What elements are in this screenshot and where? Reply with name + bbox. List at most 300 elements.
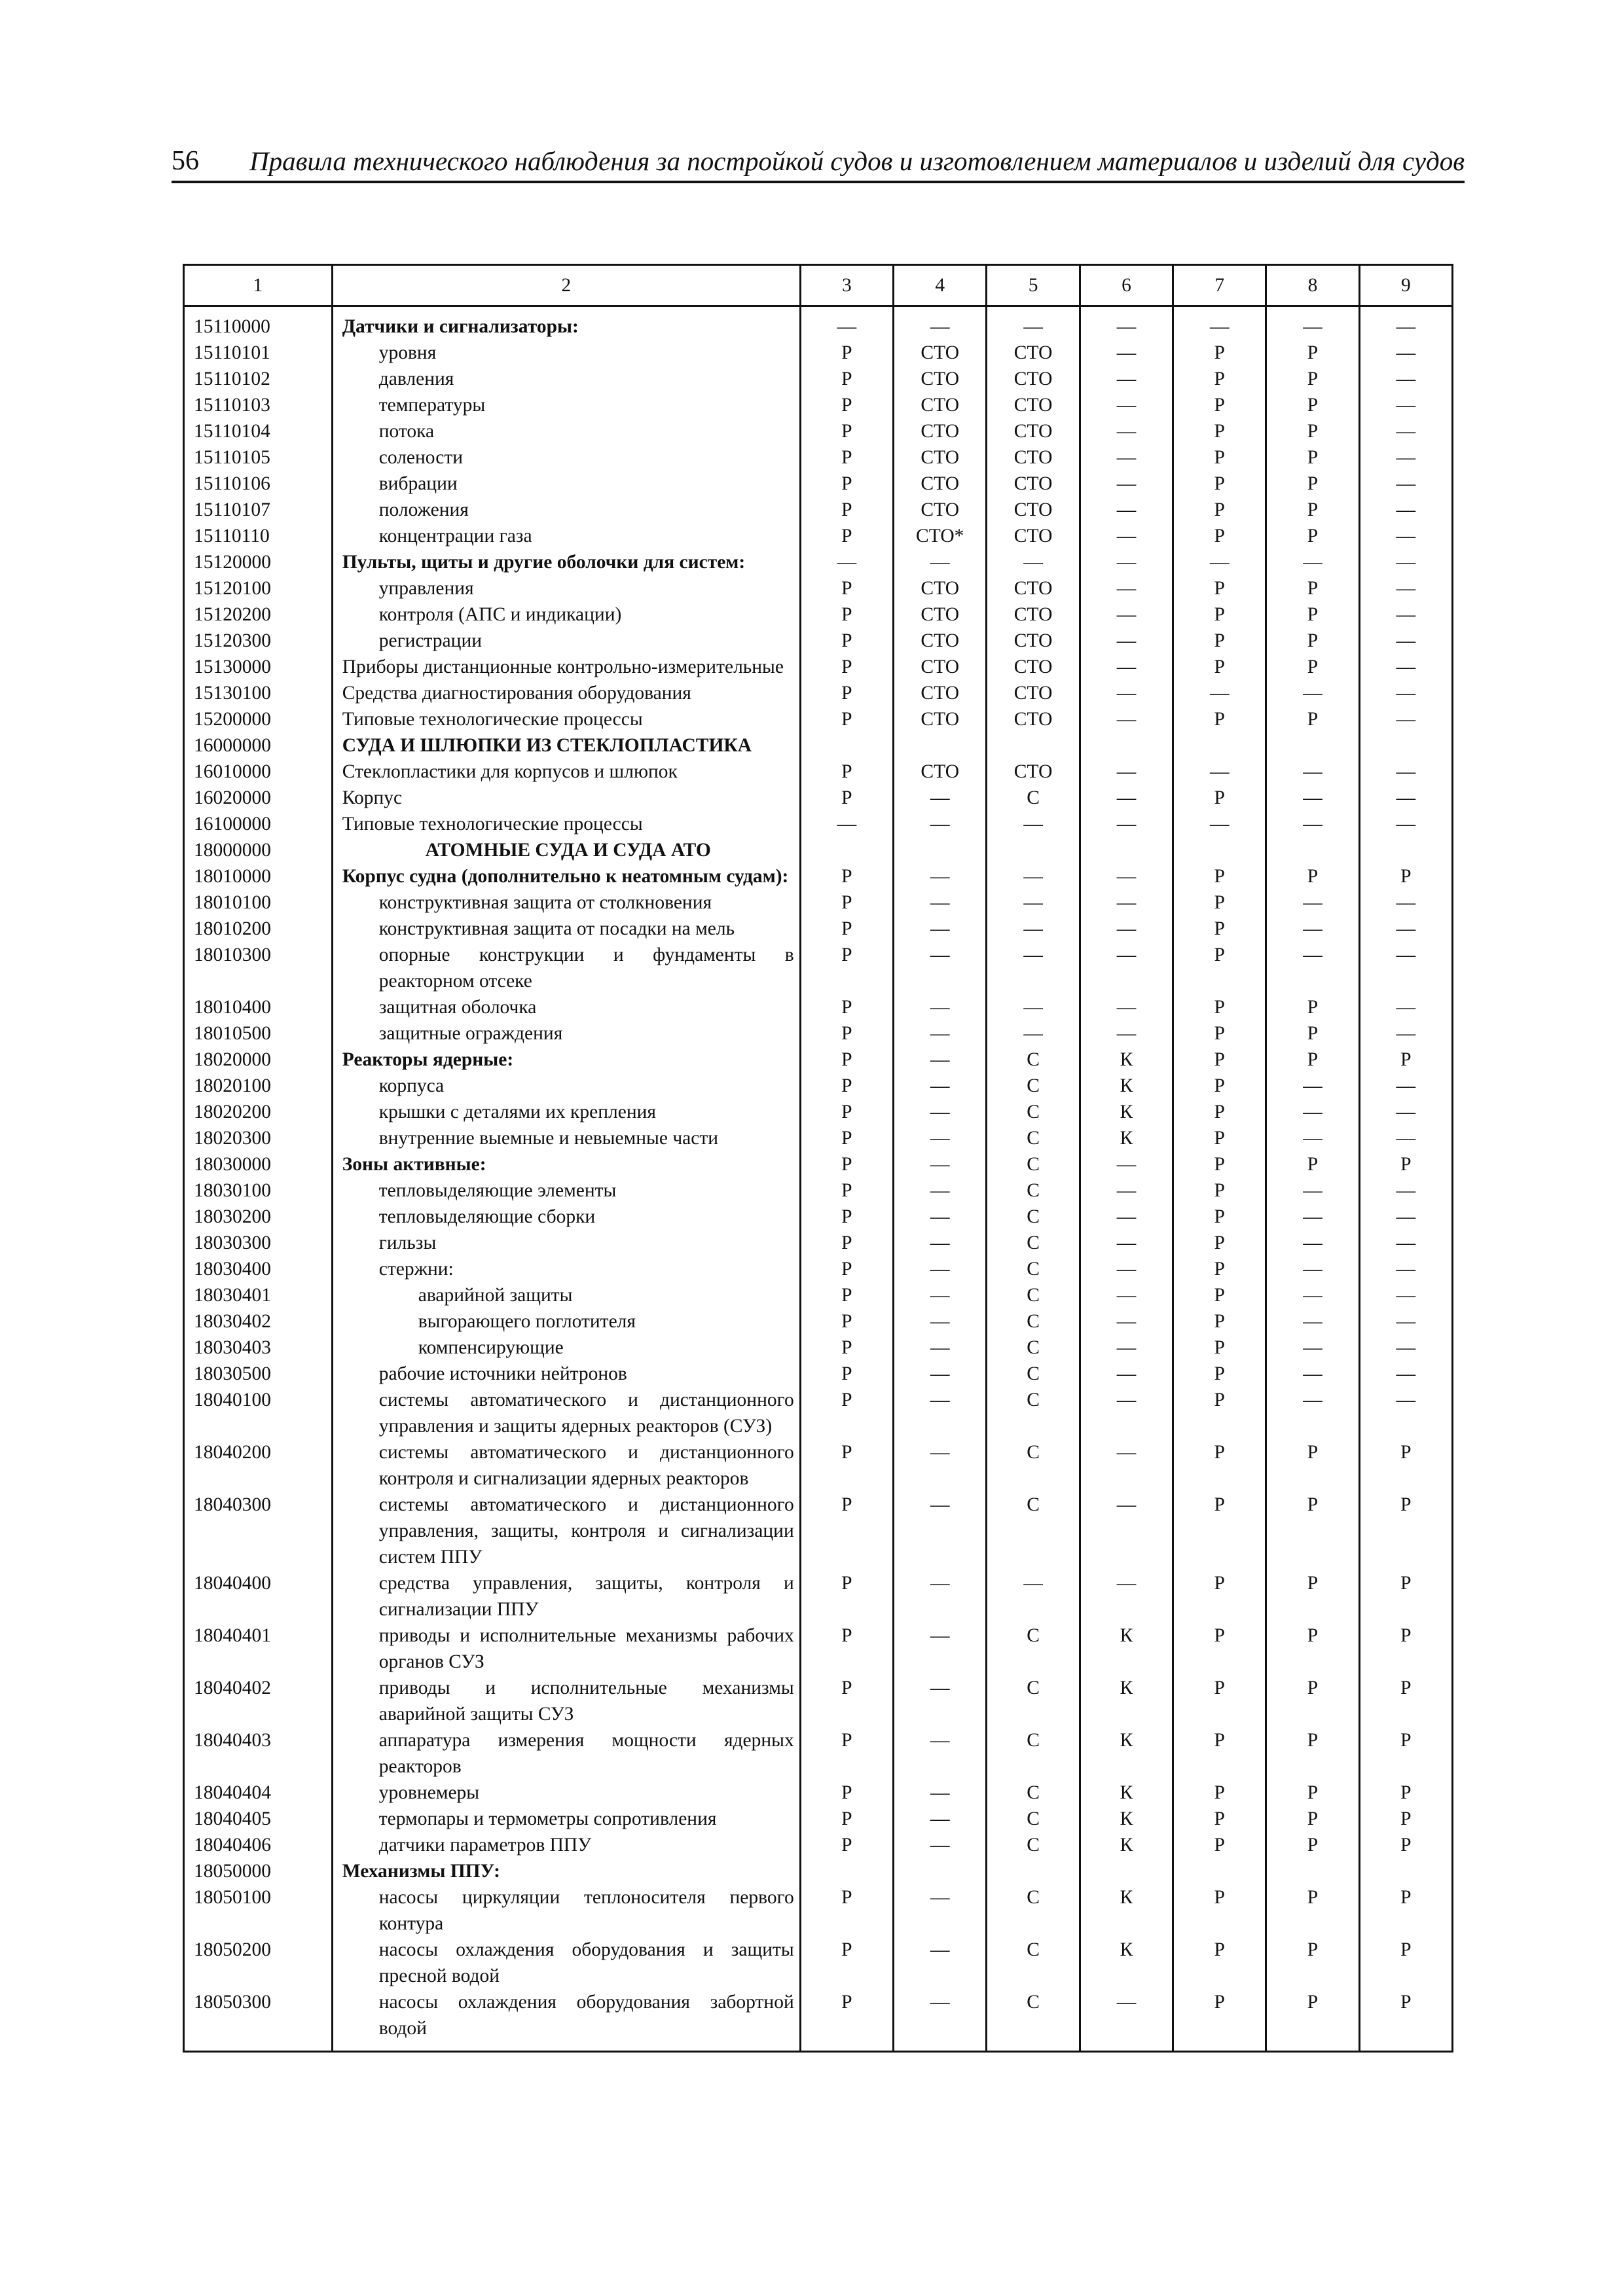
table-row xyxy=(184,942,1453,994)
item-code: 18030200 xyxy=(184,1204,333,1230)
item-name: концентрации газа xyxy=(332,523,800,549)
cell-col-9: — xyxy=(1359,916,1452,942)
cell-col-9 xyxy=(1359,837,1452,863)
cell-col-5: СТО xyxy=(987,392,1080,418)
item-code: 18040403 xyxy=(184,1727,333,1780)
table-row xyxy=(184,811,1453,837)
cell-col-8: — xyxy=(1266,306,1359,340)
cell-col-5: С xyxy=(987,1623,1080,1675)
cell-col-4: — xyxy=(894,1177,987,1204)
table-row xyxy=(184,497,1453,523)
table-row xyxy=(184,444,1453,471)
cell-col-3 xyxy=(800,732,893,759)
item-name: термопары и термометры сопротивления xyxy=(332,1806,800,1832)
cell-col-4: — xyxy=(894,1361,987,1387)
cell-col-5: С xyxy=(987,1308,1080,1335)
cell-col-9: Р xyxy=(1359,1780,1452,1806)
cell-col-4: — xyxy=(894,1256,987,1282)
cell-col-4: СТО xyxy=(894,418,987,444)
cell-col-8: — xyxy=(1266,549,1359,575)
item-name: Корпус xyxy=(332,785,800,811)
cell-col-8: — xyxy=(1266,1125,1359,1151)
cell-col-9: Р xyxy=(1359,1675,1452,1727)
cell-col-9: Р xyxy=(1359,1570,1452,1623)
cell-col-4: — xyxy=(894,1780,987,1806)
cell-col-7: Р xyxy=(1173,1125,1266,1151)
cell-col-6: — xyxy=(1080,1308,1173,1335)
cell-col-3: Р xyxy=(800,497,893,523)
cell-col-9: — xyxy=(1359,1073,1452,1099)
item-code: 15200000 xyxy=(184,706,333,732)
cell-col-7: Р xyxy=(1173,628,1266,654)
item-name: гильзы xyxy=(332,1230,800,1256)
cell-col-4: СТО xyxy=(894,680,987,706)
cell-col-3: Р xyxy=(800,1047,893,1073)
item-code: 16020000 xyxy=(184,785,333,811)
cell-col-5: С xyxy=(987,1387,1080,1439)
cell-col-4 xyxy=(894,837,987,863)
cell-col-6 xyxy=(1080,1858,1173,1884)
cell-col-8: — xyxy=(1266,1177,1359,1204)
item-name: АТОМНЫЕ СУДА И СУДА АТО xyxy=(332,837,800,863)
cell-col-6: — xyxy=(1080,1361,1173,1387)
cell-col-7: Р xyxy=(1173,523,1266,549)
column-header: 7 xyxy=(1173,265,1266,306)
cell-col-3: — xyxy=(800,811,893,837)
cell-col-3: Р xyxy=(800,601,893,628)
cell-col-3: Р xyxy=(800,1125,893,1151)
cell-col-3: Р xyxy=(800,1623,893,1675)
cell-col-4: — xyxy=(894,1937,987,1989)
item-code: 15120000 xyxy=(184,549,333,575)
cell-col-8: Р xyxy=(1266,1989,1359,2052)
cell-col-9: — xyxy=(1359,497,1452,523)
item-name: Типовые технологические процессы xyxy=(332,811,800,837)
cell-col-5: С xyxy=(987,1204,1080,1230)
cell-col-5: С xyxy=(987,1230,1080,1256)
item-name: Типовые технологические процессы xyxy=(332,706,800,732)
cell-col-8: Р xyxy=(1266,1151,1359,1177)
cell-col-4: — xyxy=(894,1204,987,1230)
item-name: Пульты, щиты и другие оболочки для систем: xyxy=(332,549,800,575)
cell-col-6: — xyxy=(1080,706,1173,732)
cell-col-4: — xyxy=(894,1675,987,1727)
cell-col-4: — xyxy=(894,1806,987,1832)
table-row xyxy=(184,654,1453,680)
cell-col-8: Р xyxy=(1266,366,1359,392)
cell-col-6: К xyxy=(1080,1125,1173,1151)
item-code: 18020000 xyxy=(184,1047,333,1073)
item-code: 18040100 xyxy=(184,1387,333,1439)
cell-col-3: Р xyxy=(800,785,893,811)
cell-col-6: К xyxy=(1080,1623,1173,1675)
cell-col-7: — xyxy=(1173,759,1266,785)
cell-col-7 xyxy=(1173,732,1266,759)
table-row xyxy=(184,1256,1453,1282)
item-code: 16010000 xyxy=(184,759,333,785)
item-code: 15120200 xyxy=(184,601,333,628)
item-name: СУДА И ШЛЮПКИ ИЗ СТЕКЛОПЛАСТИКА xyxy=(332,732,800,759)
cell-col-8: — xyxy=(1266,1099,1359,1125)
table-row xyxy=(184,523,1453,549)
item-name: тепловыделяющие элементы xyxy=(332,1177,800,1204)
item-name: внутренние выемные и невыемные части xyxy=(332,1125,800,1151)
cell-col-8: Р xyxy=(1266,497,1359,523)
cell-col-5: С xyxy=(987,1884,1080,1937)
cell-col-6: — xyxy=(1080,601,1173,628)
cell-col-9: — xyxy=(1359,1308,1452,1335)
cell-col-7: Р xyxy=(1173,340,1266,366)
cell-col-5: С xyxy=(987,1989,1080,2052)
item-name: крышки с деталями их крепления xyxy=(332,1099,800,1125)
item-code: 15110000 xyxy=(184,306,333,340)
item-code: 18010300 xyxy=(184,942,333,994)
item-code: 18050300 xyxy=(184,1989,333,2052)
cell-col-4: СТО xyxy=(894,471,987,497)
item-name: Стеклопластики для корпусов и шлюпок xyxy=(332,759,800,785)
cell-col-6: — xyxy=(1080,1492,1173,1570)
item-name: регистрации xyxy=(332,628,800,654)
cell-col-5: СТО xyxy=(987,706,1080,732)
cell-col-6: К xyxy=(1080,1806,1173,1832)
cell-col-5: С xyxy=(987,1047,1080,1073)
table-row xyxy=(184,1780,1453,1806)
cell-col-9: — xyxy=(1359,994,1452,1020)
cell-col-9 xyxy=(1359,1858,1452,1884)
table-row xyxy=(184,1308,1453,1335)
table-row xyxy=(184,471,1453,497)
cell-col-5: С xyxy=(987,1361,1080,1387)
cell-col-3: Р xyxy=(800,1780,893,1806)
cell-col-5: СТО xyxy=(987,497,1080,523)
cell-col-5: С xyxy=(987,1492,1080,1570)
table-row xyxy=(184,1073,1453,1099)
table-row xyxy=(184,1570,1453,1623)
cell-col-7: Р xyxy=(1173,1780,1266,1806)
cell-col-4: — xyxy=(894,863,987,889)
column-header-row xyxy=(184,265,1453,306)
item-code: 15120300 xyxy=(184,628,333,654)
table-row xyxy=(184,759,1453,785)
item-code: 18010200 xyxy=(184,916,333,942)
item-name: датчики параметров ППУ xyxy=(332,1832,800,1858)
cell-col-9: — xyxy=(1359,601,1452,628)
cell-col-4: СТО* xyxy=(894,523,987,549)
cell-col-3: Р xyxy=(800,523,893,549)
cell-col-8: Р xyxy=(1266,340,1359,366)
cell-col-5: С xyxy=(987,1073,1080,1099)
table-row xyxy=(184,889,1453,916)
cell-col-9: — xyxy=(1359,471,1452,497)
cell-col-7 xyxy=(1173,837,1266,863)
cell-col-9: Р xyxy=(1359,1832,1452,1858)
cell-col-8: Р xyxy=(1266,1806,1359,1832)
cell-col-7: Р xyxy=(1173,1308,1266,1335)
cell-col-3: Р xyxy=(800,1570,893,1623)
cell-col-5: С xyxy=(987,1675,1080,1727)
cell-col-4: СТО xyxy=(894,654,987,680)
cell-col-3: Р xyxy=(800,1832,893,1858)
cell-col-5: С xyxy=(987,1282,1080,1308)
item-name: Механизмы ППУ: xyxy=(332,1858,800,1884)
cell-col-8: Р xyxy=(1266,863,1359,889)
cell-col-8: Р xyxy=(1266,1884,1359,1937)
cell-col-3: Р xyxy=(800,1230,893,1256)
cell-col-6: — xyxy=(1080,1151,1173,1177)
cell-col-3: — xyxy=(800,549,893,575)
cell-col-9: Р xyxy=(1359,1989,1452,2052)
cell-col-5: — xyxy=(987,1020,1080,1047)
cell-col-5: СТО xyxy=(987,601,1080,628)
table-row xyxy=(184,732,1453,759)
cell-col-9: Р xyxy=(1359,1151,1452,1177)
cell-col-5: С xyxy=(987,1806,1080,1832)
table-row xyxy=(184,1020,1453,1047)
cell-col-4: — xyxy=(894,1623,987,1675)
cell-col-7: Р xyxy=(1173,1282,1266,1308)
cell-col-5: СТО xyxy=(987,759,1080,785)
item-code: 18030100 xyxy=(184,1177,333,1204)
cell-col-9: — xyxy=(1359,680,1452,706)
cell-col-9: — xyxy=(1359,1335,1452,1361)
cell-col-9: — xyxy=(1359,706,1452,732)
item-code: 15110105 xyxy=(184,444,333,471)
cell-col-8: Р xyxy=(1266,1047,1359,1073)
cell-col-7: Р xyxy=(1173,1047,1266,1073)
cell-col-5: СТО xyxy=(987,444,1080,471)
cell-col-8: — xyxy=(1266,680,1359,706)
table-row xyxy=(184,1204,1453,1230)
item-code: 18010400 xyxy=(184,994,333,1020)
cell-col-5: СТО xyxy=(987,654,1080,680)
cell-col-4: — xyxy=(894,1047,987,1073)
table-body xyxy=(184,306,1453,2052)
cell-col-7: Р xyxy=(1173,916,1266,942)
cell-col-8: — xyxy=(1266,1204,1359,1230)
cell-col-8: Р xyxy=(1266,1439,1359,1492)
item-name: стержни: xyxy=(332,1256,800,1282)
cell-col-6: — xyxy=(1080,785,1173,811)
cell-col-8: Р xyxy=(1266,994,1359,1020)
cell-col-3: Р xyxy=(800,1675,893,1727)
cell-col-6: К xyxy=(1080,1099,1173,1125)
cell-col-7 xyxy=(1173,1858,1266,1884)
table-row xyxy=(184,1623,1453,1675)
item-code: 16000000 xyxy=(184,732,333,759)
cell-col-6: — xyxy=(1080,811,1173,837)
cell-col-7: Р xyxy=(1173,1492,1266,1570)
table-row xyxy=(184,785,1453,811)
cell-col-7: Р xyxy=(1173,1361,1266,1387)
cell-col-7: Р xyxy=(1173,1204,1266,1230)
cell-col-3: Р xyxy=(800,1099,893,1125)
item-code: 18030401 xyxy=(184,1282,333,1308)
cell-col-4: — xyxy=(894,1884,987,1937)
item-name: приводы и исполнительные механизмы аварийной защиты СУЗ xyxy=(332,1675,800,1727)
cell-col-8 xyxy=(1266,732,1359,759)
cell-col-5: СТО xyxy=(987,575,1080,601)
cell-col-4 xyxy=(894,1858,987,1884)
cell-col-9: — xyxy=(1359,1256,1452,1282)
cell-col-8: — xyxy=(1266,1073,1359,1099)
cell-col-5: СТО xyxy=(987,628,1080,654)
cell-col-3 xyxy=(800,837,893,863)
item-code: 15110101 xyxy=(184,340,333,366)
item-code: 18020100 xyxy=(184,1073,333,1099)
item-code: 15110106 xyxy=(184,471,333,497)
cell-col-5: — xyxy=(987,306,1080,340)
item-name: системы автоматического и дистанционного управления и защиты ядерных реакторов (СУЗ) xyxy=(332,1387,800,1439)
cell-col-7: Р xyxy=(1173,1937,1266,1989)
item-code: 15130000 xyxy=(184,654,333,680)
item-code: 15110110 xyxy=(184,523,333,549)
cell-col-5: С xyxy=(987,1780,1080,1806)
cell-col-4: — xyxy=(894,1570,987,1623)
cell-col-9: — xyxy=(1359,1125,1452,1151)
cell-col-7: Р xyxy=(1173,444,1266,471)
cell-col-7: Р xyxy=(1173,1570,1266,1623)
cell-col-9: Р xyxy=(1359,1884,1452,1937)
cell-col-5: — xyxy=(987,1570,1080,1623)
cell-col-6: — xyxy=(1080,366,1173,392)
cell-col-4: — xyxy=(894,1439,987,1492)
cell-col-4: — xyxy=(894,306,987,340)
cell-col-9: — xyxy=(1359,1099,1452,1125)
cell-col-5 xyxy=(987,732,1080,759)
cell-col-7: Р xyxy=(1173,1335,1266,1361)
item-code: 18030400 xyxy=(184,1256,333,1282)
cell-col-6: К xyxy=(1080,1832,1173,1858)
cell-col-3: Р xyxy=(800,706,893,732)
cell-col-3: Р xyxy=(800,1177,893,1204)
cell-col-3: Р xyxy=(800,366,893,392)
cell-col-6 xyxy=(1080,732,1173,759)
cell-col-3: Р xyxy=(800,1884,893,1937)
cell-col-4: — xyxy=(894,549,987,575)
cell-col-9: — xyxy=(1359,942,1452,994)
cell-col-4: — xyxy=(894,785,987,811)
cell-col-6: К xyxy=(1080,1675,1173,1727)
cell-col-7: Р xyxy=(1173,366,1266,392)
cell-col-9: — xyxy=(1359,811,1452,837)
cell-col-4: — xyxy=(894,1335,987,1361)
cell-col-8: Р xyxy=(1266,1020,1359,1047)
cell-col-8: Р xyxy=(1266,575,1359,601)
table-row xyxy=(184,1387,1453,1439)
cell-col-4: — xyxy=(894,1387,987,1439)
cell-col-8: — xyxy=(1266,1361,1359,1387)
item-name: насосы охлаждения оборудования и защиты пресной водой xyxy=(332,1937,800,1989)
cell-col-9: — xyxy=(1359,549,1452,575)
cell-col-6: — xyxy=(1080,759,1173,785)
cell-col-9: — xyxy=(1359,575,1452,601)
cell-col-9: — xyxy=(1359,889,1452,916)
cell-col-8: — xyxy=(1266,889,1359,916)
cell-col-9: — xyxy=(1359,1230,1452,1256)
item-name: системы автоматического и дистанционного контроля и сигнализации ядерных реакторов xyxy=(332,1439,800,1492)
cell-col-6: — xyxy=(1080,1177,1173,1204)
cell-col-4: СТО xyxy=(894,706,987,732)
page-header xyxy=(172,143,1465,183)
cell-col-8: Р xyxy=(1266,1492,1359,1570)
cell-col-7: Р xyxy=(1173,994,1266,1020)
cell-col-6: — xyxy=(1080,628,1173,654)
item-code: 18020200 xyxy=(184,1099,333,1125)
cell-col-5: С xyxy=(987,1099,1080,1125)
cell-col-6: — xyxy=(1080,1282,1173,1308)
table-row xyxy=(184,863,1453,889)
cell-col-8: — xyxy=(1266,942,1359,994)
cell-col-8: Р xyxy=(1266,444,1359,471)
cell-col-3: Р xyxy=(800,1492,893,1570)
item-name: аварийной защиты xyxy=(332,1282,800,1308)
cell-col-4: — xyxy=(894,1989,987,2052)
cell-col-5: С xyxy=(987,1177,1080,1204)
item-code: 18040400 xyxy=(184,1570,333,1623)
cell-col-8: Р xyxy=(1266,706,1359,732)
cell-col-9: — xyxy=(1359,1020,1452,1047)
item-code: 18020300 xyxy=(184,1125,333,1151)
item-name: вибрации xyxy=(332,471,800,497)
cell-col-4: — xyxy=(894,1282,987,1308)
cell-col-8: — xyxy=(1266,785,1359,811)
cell-col-8: Р xyxy=(1266,471,1359,497)
cell-col-7: Р xyxy=(1173,654,1266,680)
item-code: 18050100 xyxy=(184,1884,333,1937)
cell-col-5: С xyxy=(987,1937,1080,1989)
cell-col-7: Р xyxy=(1173,1177,1266,1204)
cell-col-3: Р xyxy=(800,994,893,1020)
cell-col-6: — xyxy=(1080,497,1173,523)
cell-col-6: — xyxy=(1080,1387,1173,1439)
cell-col-7: Р xyxy=(1173,1073,1266,1099)
table-row xyxy=(184,418,1453,444)
cell-col-8: Р xyxy=(1266,654,1359,680)
table-row xyxy=(184,1047,1453,1073)
cell-col-9: Р xyxy=(1359,1727,1452,1780)
item-name: насосы охлаждения оборудования забортной водой xyxy=(332,1989,800,2052)
cell-col-6: — xyxy=(1080,1989,1173,2052)
item-name: Зоны активные: xyxy=(332,1151,800,1177)
cell-col-6: — xyxy=(1080,392,1173,418)
cell-col-4: — xyxy=(894,994,987,1020)
cell-col-5 xyxy=(987,837,1080,863)
cell-col-6: — xyxy=(1080,444,1173,471)
cell-col-7: Р xyxy=(1173,785,1266,811)
cell-col-7: — xyxy=(1173,549,1266,575)
cell-col-5: С xyxy=(987,1335,1080,1361)
cell-col-3: Р xyxy=(800,1361,893,1387)
table-row xyxy=(184,1151,1453,1177)
item-code: 18030403 xyxy=(184,1335,333,1361)
table-row xyxy=(184,1099,1453,1125)
cell-col-7: Р xyxy=(1173,497,1266,523)
cell-col-9: — xyxy=(1359,444,1452,471)
table-row xyxy=(184,1282,1453,1308)
cell-col-4: СТО xyxy=(894,444,987,471)
cell-col-3: Р xyxy=(800,1937,893,1989)
cell-col-6: К xyxy=(1080,1047,1173,1073)
cell-col-8 xyxy=(1266,1858,1359,1884)
cell-col-7: Р xyxy=(1173,601,1266,628)
cell-col-4: — xyxy=(894,1151,987,1177)
table-row xyxy=(184,366,1453,392)
cell-col-9: — xyxy=(1359,1282,1452,1308)
cell-col-3: Р xyxy=(800,418,893,444)
cell-col-6: — xyxy=(1080,340,1173,366)
cell-col-7: Р xyxy=(1173,1387,1266,1439)
item-name: средства управления, защиты, контроля и сигнализации ППУ xyxy=(332,1570,800,1623)
